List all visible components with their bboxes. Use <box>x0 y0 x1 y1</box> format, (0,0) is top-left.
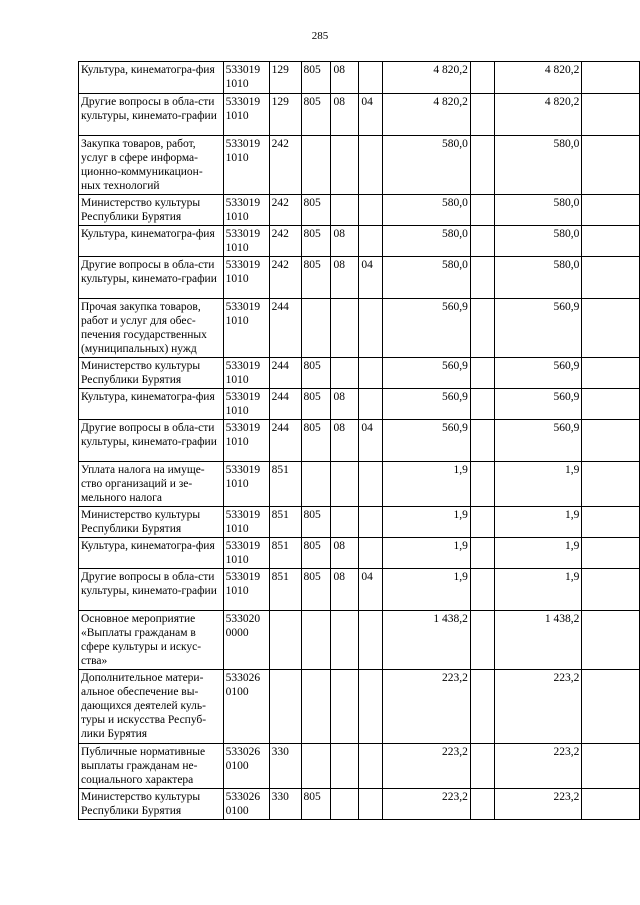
table-row <box>79 299 640 358</box>
expense-type-cell: 242 <box>269 195 301 226</box>
target-article-cell <box>223 507 269 538</box>
target-article-cell <box>223 358 269 389</box>
section-code-cell <box>331 507 359 538</box>
empty-cell <box>470 670 494 744</box>
ministry-code-cell: 805 <box>301 420 331 462</box>
amount-cell: 560,9 <box>383 299 471 358</box>
table-row <box>79 789 640 820</box>
ministry-code-cell: 805 <box>301 257 331 299</box>
row-name-cell: Другие вопросы в обла-сти культуры, кинемато-графии <box>79 420 224 462</box>
total-amount-cell: 1,9 <box>494 569 582 611</box>
subsection-code-cell <box>359 136 383 195</box>
row-name-cell: Уплата налога на имуще-ство организаций и зе-мельного налога <box>79 462 224 507</box>
table-row <box>79 226 640 257</box>
subsection-code-cell <box>359 389 383 420</box>
ministry-code-cell <box>301 744 331 789</box>
table-row <box>79 670 640 744</box>
row-name-cell: Министерство культуры Республики Бурятия <box>79 358 224 389</box>
section-code-cell: 08 <box>331 569 359 611</box>
expense-type-cell: 242 <box>269 257 301 299</box>
section-code-cell <box>331 299 359 358</box>
ministry-code-cell <box>301 462 331 507</box>
extra-cell <box>582 136 640 195</box>
section-code-cell: 08 <box>331 257 359 299</box>
target-article-part: 533019 <box>225 360 261 372</box>
ministry-code-cell <box>301 611 331 670</box>
target-article-part: 1010 <box>225 110 249 122</box>
expense-type-cell: 851 <box>269 569 301 611</box>
target-article-part: 533019 <box>225 138 261 150</box>
total-amount-cell: 560,9 <box>494 299 582 358</box>
target-article-cell <box>223 670 269 744</box>
extra-cell <box>582 611 640 670</box>
extra-cell <box>582 507 640 538</box>
section-code-cell: 08 <box>331 94 359 136</box>
row-name-cell: Другие вопросы в обла-сти культуры, кинемато-графии <box>79 257 224 299</box>
empty-cell <box>470 462 494 507</box>
ministry-code-cell: 805 <box>301 569 331 611</box>
subsection-code-cell: 04 <box>359 257 383 299</box>
subsection-code-cell <box>359 226 383 257</box>
extra-cell <box>582 789 640 820</box>
target-article-part: 533026 <box>225 746 261 758</box>
section-code-cell <box>331 789 359 820</box>
total-amount-cell: 1 438,2 <box>494 611 582 670</box>
section-code-cell: 08 <box>331 538 359 569</box>
target-article-part: 1010 <box>225 478 249 490</box>
target-article-part: 533020 <box>225 613 261 625</box>
table-row <box>79 389 640 420</box>
table-row <box>79 420 640 462</box>
extra-cell <box>582 257 640 299</box>
ministry-code-cell: 805 <box>301 94 331 136</box>
row-name-cell: Министерство культуры Республики Бурятия <box>79 195 224 226</box>
target-article-part: 1010 <box>225 585 249 597</box>
extra-cell <box>582 195 640 226</box>
table-row <box>79 136 640 195</box>
section-code-cell <box>331 744 359 789</box>
target-article-part: 1010 <box>225 523 249 535</box>
empty-cell <box>470 744 494 789</box>
row-name-cell: Министерство культуры Республики Бурятия <box>79 789 224 820</box>
row-name-cell: Закупка товаров, работ, услуг в сфере информа-ционно-коммуникацион-ных технологий <box>79 136 224 195</box>
target-article-cell <box>223 611 269 670</box>
total-amount-cell: 580,0 <box>494 257 582 299</box>
section-code-cell: 08 <box>331 389 359 420</box>
row-name-cell: Публичные нормативные выплаты гражданам не-социального характера <box>79 744 224 789</box>
subsection-code-cell <box>359 507 383 538</box>
target-article-part: 533019 <box>225 571 261 583</box>
target-article-part: 533019 <box>225 301 261 313</box>
empty-cell <box>470 538 494 569</box>
total-amount-cell: 223,2 <box>494 789 582 820</box>
page-number: 285 <box>311 30 329 42</box>
subsection-code-cell <box>359 195 383 226</box>
target-article-part: 533019 <box>225 64 261 76</box>
target-article-cell <box>223 538 269 569</box>
target-article-part: 533026 <box>225 791 261 803</box>
total-amount-cell: 1,9 <box>494 507 582 538</box>
ministry-code-cell: 805 <box>301 226 331 257</box>
empty-cell <box>470 94 494 136</box>
target-article-cell <box>223 462 269 507</box>
target-article-cell <box>223 789 269 820</box>
total-amount-cell: 223,2 <box>494 744 582 789</box>
amount-cell: 4 820,2 <box>383 62 471 94</box>
amount-cell: 1,9 <box>383 507 471 538</box>
target-article-cell <box>223 94 269 136</box>
target-article-part: 1010 <box>225 152 249 164</box>
section-code-cell <box>331 462 359 507</box>
target-article-part: 1010 <box>225 273 249 285</box>
target-article-part: 1010 <box>225 436 249 448</box>
ministry-code-cell: 805 <box>301 789 331 820</box>
expense-type-cell <box>269 670 301 744</box>
target-article-part: 533019 <box>225 228 261 240</box>
table-body <box>79 62 640 820</box>
target-article-part: 1010 <box>225 554 249 566</box>
amount-cell: 560,9 <box>383 389 471 420</box>
subsection-code-cell <box>359 538 383 569</box>
subsection-code-cell: 04 <box>359 569 383 611</box>
row-name-cell: Министерство культуры Республики Бурятия <box>79 507 224 538</box>
expense-type-cell: 242 <box>269 226 301 257</box>
total-amount-cell: 560,9 <box>494 389 582 420</box>
amount-cell: 223,2 <box>383 789 471 820</box>
target-article-cell <box>223 744 269 789</box>
extra-cell <box>582 569 640 611</box>
expense-type-cell: 330 <box>269 789 301 820</box>
section-code-cell: 08 <box>331 62 359 94</box>
target-article-part: 0100 <box>225 760 249 772</box>
amount-cell: 580,0 <box>383 195 471 226</box>
target-article-cell <box>223 569 269 611</box>
total-amount-cell: 1,9 <box>494 462 582 507</box>
ministry-code-cell: 805 <box>301 62 331 94</box>
extra-cell <box>582 226 640 257</box>
row-name-cell: Прочая закупка товаров, работ и услуг для обес-печения государственных (муниципальных) нужд <box>79 299 224 358</box>
row-name-cell: Культура, кинематогра-фия <box>79 62 224 94</box>
table-row <box>79 94 640 136</box>
total-amount-cell: 4 820,2 <box>494 62 582 94</box>
ministry-code-cell <box>301 299 331 358</box>
total-amount-cell: 560,9 <box>494 420 582 462</box>
subsection-code-cell <box>359 744 383 789</box>
amount-cell: 1,9 <box>383 538 471 569</box>
amount-cell: 1 438,2 <box>383 611 471 670</box>
empty-cell <box>470 62 494 94</box>
ministry-code-cell <box>301 136 331 195</box>
target-article-part: 533019 <box>225 259 261 271</box>
target-article-part: 533019 <box>225 96 261 108</box>
extra-cell <box>582 62 640 94</box>
expense-type-cell: 244 <box>269 358 301 389</box>
ministry-code-cell: 805 <box>301 195 331 226</box>
budget-table <box>78 61 640 820</box>
extra-cell <box>582 299 640 358</box>
table-row <box>79 569 640 611</box>
total-amount-cell: 223,2 <box>494 670 582 744</box>
empty-cell <box>470 611 494 670</box>
section-code-cell: 08 <box>331 420 359 462</box>
subsection-code-cell <box>359 358 383 389</box>
table-row <box>79 195 640 226</box>
extra-cell <box>582 538 640 569</box>
total-amount-cell: 580,0 <box>494 136 582 195</box>
target-article-cell <box>223 136 269 195</box>
subsection-code-cell <box>359 611 383 670</box>
target-article-part: 533019 <box>225 197 261 209</box>
ministry-code-cell: 805 <box>301 507 331 538</box>
amount-cell: 580,0 <box>383 226 471 257</box>
table-row <box>79 507 640 538</box>
target-article-part: 0100 <box>225 805 249 817</box>
empty-cell <box>470 257 494 299</box>
empty-cell <box>470 569 494 611</box>
empty-cell <box>470 136 494 195</box>
target-article-cell <box>223 195 269 226</box>
target-article-cell <box>223 62 269 94</box>
amount-cell: 223,2 <box>383 670 471 744</box>
target-article-part: 1010 <box>225 242 249 254</box>
table-row <box>79 744 640 789</box>
row-name-cell: Культура, кинематогра-фия <box>79 226 224 257</box>
row-name-cell: Основное мероприятие «Выплаты гражданам в сфере культуры и искус-ства» <box>79 611 224 670</box>
subsection-code-cell <box>359 670 383 744</box>
extra-cell <box>582 420 640 462</box>
target-article-cell <box>223 420 269 462</box>
empty-cell <box>470 358 494 389</box>
amount-cell: 560,9 <box>383 358 471 389</box>
target-article-part: 533019 <box>225 391 261 403</box>
subsection-code-cell <box>359 789 383 820</box>
empty-cell <box>470 226 494 257</box>
extra-cell <box>582 670 640 744</box>
table-row <box>79 538 640 569</box>
expense-type-cell: 330 <box>269 744 301 789</box>
amount-cell: 580,0 <box>383 136 471 195</box>
empty-cell <box>470 195 494 226</box>
target-article-part: 533026 <box>225 672 261 684</box>
section-code-cell <box>331 195 359 226</box>
extra-cell <box>582 462 640 507</box>
target-article-part: 533019 <box>225 422 261 434</box>
ministry-code-cell: 805 <box>301 389 331 420</box>
table-row <box>79 257 640 299</box>
total-amount-cell: 580,0 <box>494 226 582 257</box>
ministry-code-cell: 805 <box>301 538 331 569</box>
target-article-part: 533019 <box>225 509 261 521</box>
amount-cell: 223,2 <box>383 744 471 789</box>
target-article-part: 0100 <box>225 686 249 698</box>
section-code-cell: 08 <box>331 226 359 257</box>
amount-cell: 580,0 <box>383 257 471 299</box>
target-article-part: 1010 <box>225 211 249 223</box>
empty-cell <box>470 389 494 420</box>
row-name-cell: Другие вопросы в обла-сти культуры, кинемато-графии <box>79 569 224 611</box>
subsection-code-cell: 04 <box>359 94 383 136</box>
section-code-cell <box>331 670 359 744</box>
row-name-cell: Культура, кинематогра-фия <box>79 538 224 569</box>
target-article-cell <box>223 257 269 299</box>
table-row <box>79 358 640 389</box>
amount-cell: 1,9 <box>383 462 471 507</box>
extra-cell <box>582 389 640 420</box>
table-row <box>79 611 640 670</box>
table-row <box>79 462 640 507</box>
empty-cell <box>470 299 494 358</box>
empty-cell <box>470 507 494 538</box>
total-amount-cell: 1,9 <box>494 538 582 569</box>
target-article-cell <box>223 389 269 420</box>
expense-type-cell: 129 <box>269 62 301 94</box>
amount-cell: 560,9 <box>383 420 471 462</box>
amount-cell: 1,9 <box>383 569 471 611</box>
target-article-part: 1010 <box>225 315 249 327</box>
total-amount-cell: 580,0 <box>494 195 582 226</box>
ministry-code-cell: 805 <box>301 358 331 389</box>
extra-cell <box>582 94 640 136</box>
total-amount-cell: 4 820,2 <box>494 94 582 136</box>
target-article-part: 533019 <box>225 464 261 476</box>
amount-cell: 4 820,2 <box>383 94 471 136</box>
ministry-code-cell <box>301 670 331 744</box>
expense-type-cell: 851 <box>269 538 301 569</box>
target-article-cell <box>223 226 269 257</box>
expense-type-cell: 242 <box>269 136 301 195</box>
subsection-code-cell <box>359 299 383 358</box>
empty-cell <box>470 420 494 462</box>
target-article-part: 1010 <box>225 78 249 90</box>
table-row <box>79 62 640 94</box>
expense-type-cell: 244 <box>269 299 301 358</box>
expense-type-cell <box>269 611 301 670</box>
target-article-part: 0000 <box>225 627 249 639</box>
section-code-cell <box>331 358 359 389</box>
section-code-cell <box>331 611 359 670</box>
target-article-part: 533019 <box>225 540 261 552</box>
empty-cell <box>470 789 494 820</box>
subsection-code-cell <box>359 462 383 507</box>
expense-type-cell: 244 <box>269 420 301 462</box>
target-article-part: 1010 <box>225 374 249 386</box>
row-name-cell: Другие вопросы в обла-сти культуры, кинемато-графии <box>79 94 224 136</box>
expense-type-cell: 851 <box>269 507 301 538</box>
expense-type-cell: 129 <box>269 94 301 136</box>
total-amount-cell: 560,9 <box>494 358 582 389</box>
target-article-part: 1010 <box>225 405 249 417</box>
subsection-code-cell: 04 <box>359 420 383 462</box>
expense-type-cell: 244 <box>269 389 301 420</box>
target-article-cell <box>223 299 269 358</box>
extra-cell <box>582 358 640 389</box>
row-name-cell: Культура, кинематогра-фия <box>79 389 224 420</box>
expense-type-cell: 851 <box>269 462 301 507</box>
row-name-cell: Дополнительное матери-альное обеспечение вы-дающихся деятелей куль-туры и искусства Респуб-лики Бурятия <box>79 670 224 744</box>
extra-cell <box>582 744 640 789</box>
section-code-cell <box>331 136 359 195</box>
subsection-code-cell <box>359 62 383 94</box>
